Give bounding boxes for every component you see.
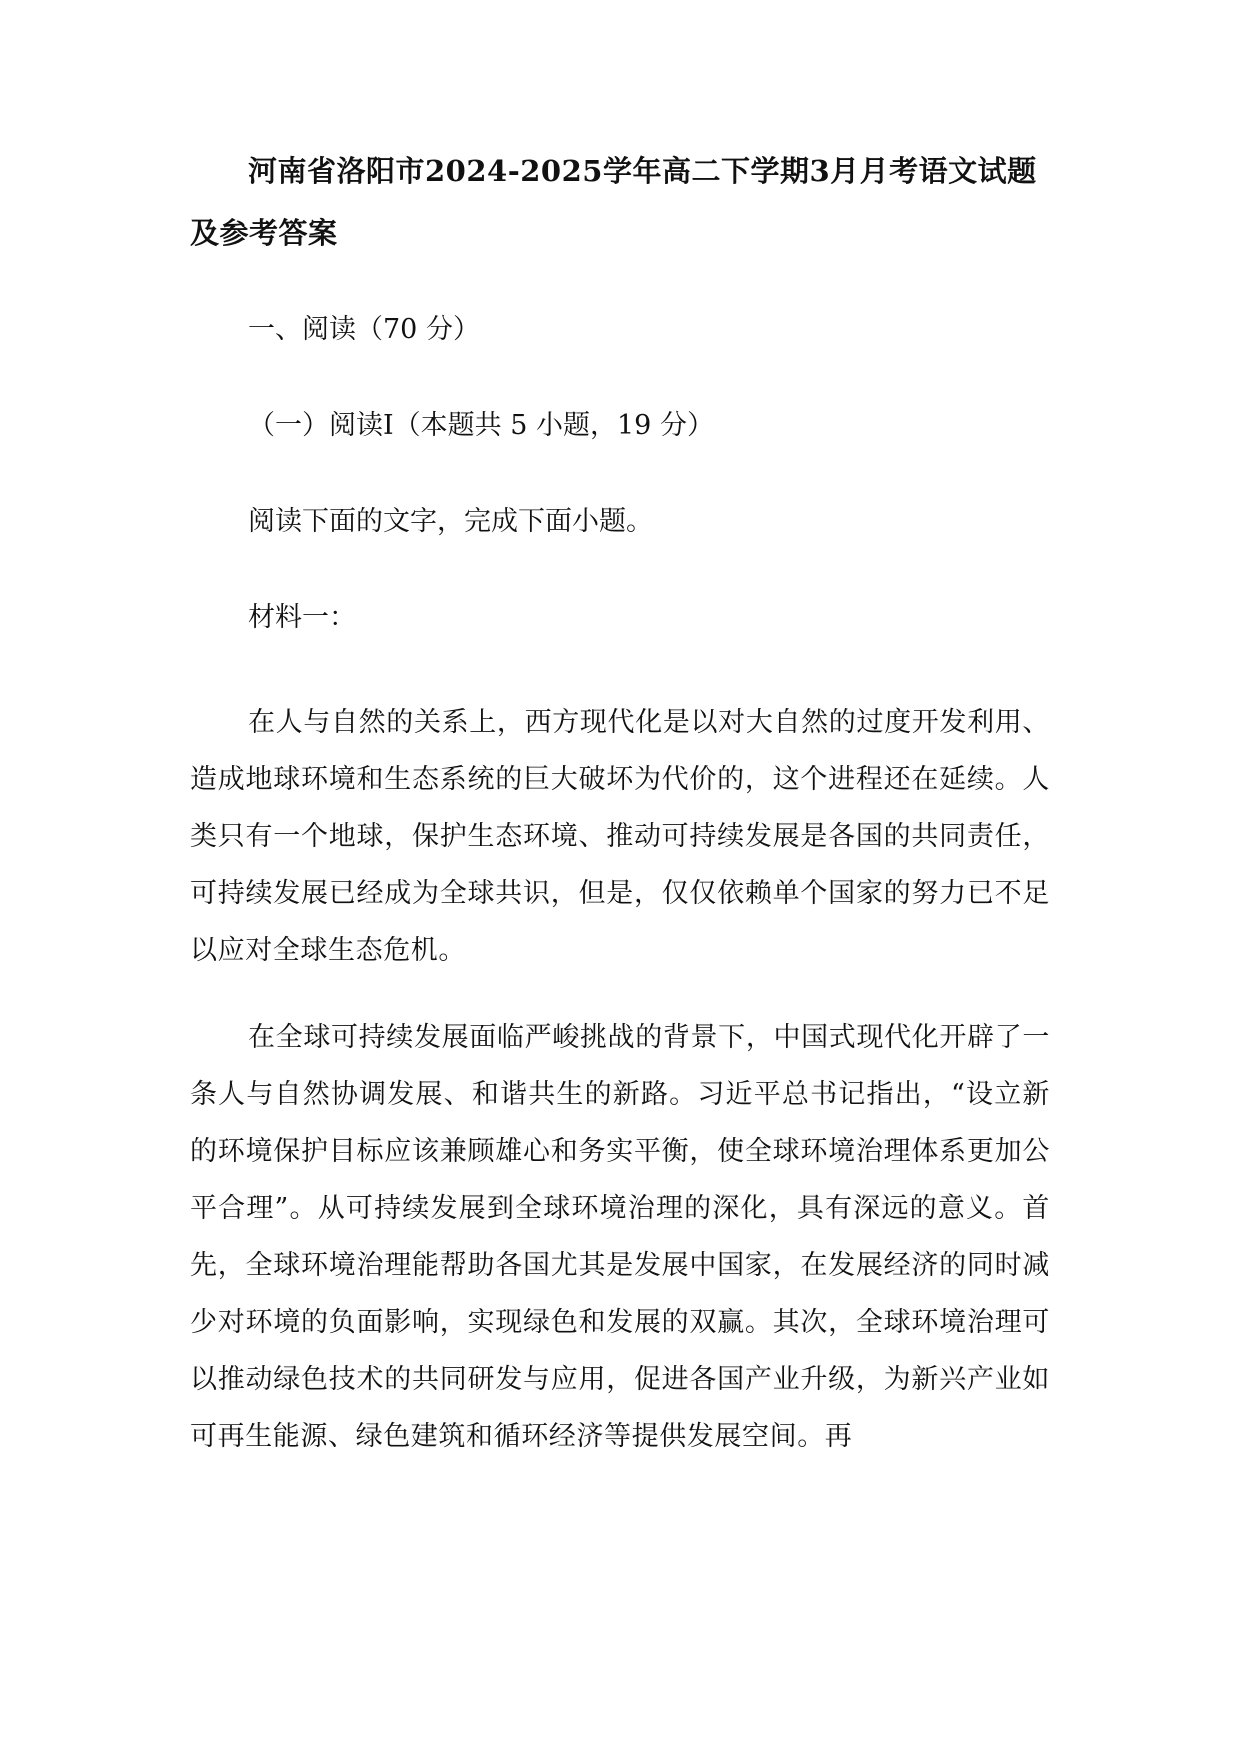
subsection-heading: （一）阅读Ⅰ（本题共 5 小题，19 分） xyxy=(248,410,714,441)
material-label: 材料一： xyxy=(248,602,356,633)
section-heading: 一、阅读（70 分） xyxy=(248,314,480,345)
body-paragraph: 在人与自然的关系上，西方现代化是以对大自然的过度开发利用、造成地球环境和生态系统的巨大破坏为代价的，这个进程还在延续。人类只有一个地球，保护生态环境、推动可持续发展是各国的共同责任，可持续发展已经成为全球共识，但是，仅仅依赖单个国家的努力已不足以应对全球生态危机。 xyxy=(190,707,1050,966)
document-title: 河南省洛阳市2024-2025学年高二下学期3月月考语文试题及参考答案 xyxy=(190,154,1037,250)
body-paragraph: 在全球可持续发展面临严峻挑战的背景下，中国式现代化开辟了一条人与自然协调发展、和谐共生的新路。习近平总书记指出，“设立新的环境保护目标应该兼顾雄心和务实平衡，使全球环境治理体系更加公平合理”。从可持续发展到全球环境治理的深化，具有深远的意义。首先，全球环境治理能帮助各国尤其是发展中国家，在发展经济的同时减少对环境的负面影响，实现绿色和发展的双赢。其次，全球环境治理可以推动绿色技术的共同研发与应用，促进各国产业升级，为新兴产业如可再生能源、绿色建筑和循环经济等提供发展空间。再 xyxy=(190,1022,1050,1452)
reading-instruction: 阅读下面的文字，完成下面小题。 xyxy=(248,506,653,537)
document-page xyxy=(190,140,1050,1495)
